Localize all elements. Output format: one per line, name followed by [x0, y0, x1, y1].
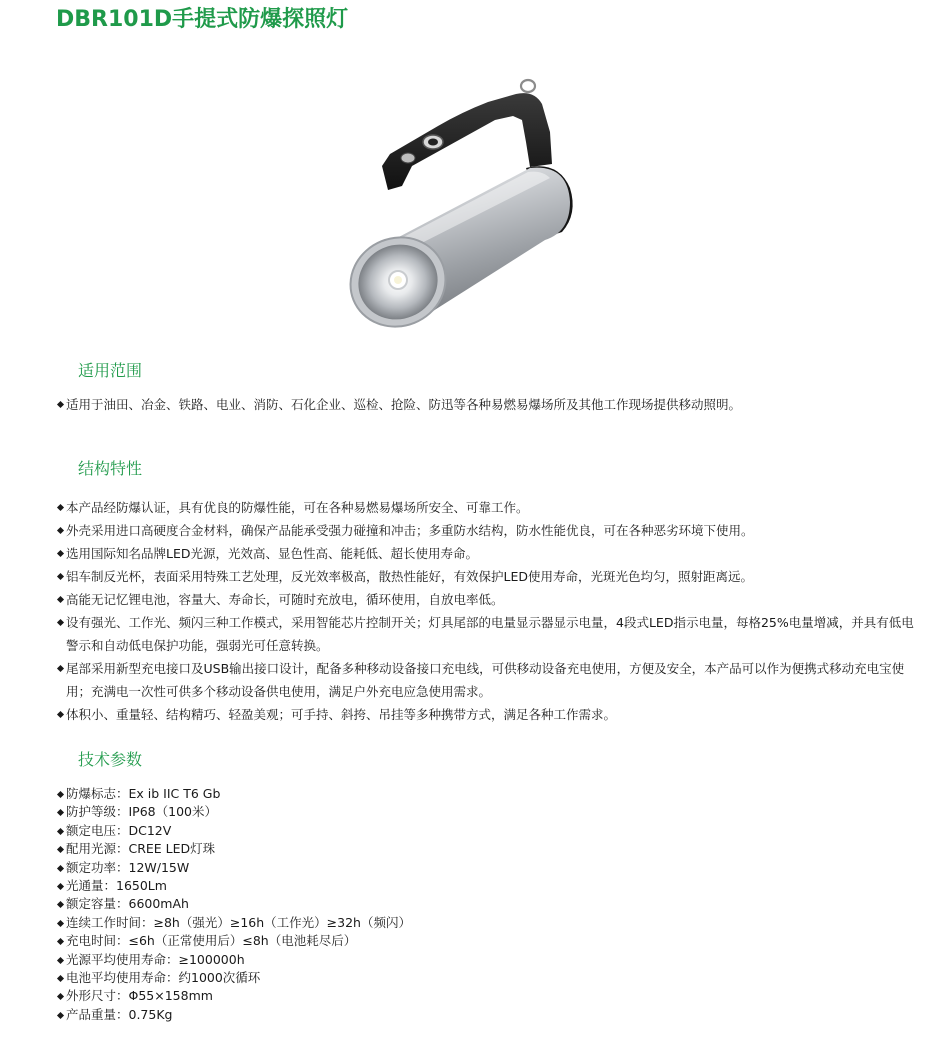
- bullet-diamond-icon: [57, 1012, 64, 1019]
- scope-list: [58, 393, 918, 416]
- bullet-diamond-icon: [57, 920, 64, 927]
- list-item: [58, 987, 918, 1005]
- list-item-text: 设有强光、工作光、频闪三种工作模式，采用智能芯片控制开关；灯具尾部的电量显示器显示电量，4段式LED指示电量，每格25%电量增减，并具有低电警示和自动低电保护功能，强弱光可任意转换。: [66, 615, 914, 653]
- bullet-diamond-icon: [57, 401, 64, 408]
- bullet-diamond-icon: [57, 938, 64, 945]
- spec-text: 光通量：1650Lm: [66, 878, 167, 894]
- list-item-text: 高能无记忆锂电池，容量大、寿命长，可随时充放电，循环使用，自放电率低。: [66, 592, 504, 607]
- list-item-text: 尾部采用新型充电接口及USB输出接口设计，配备多种移动设备接口充电线，可供移动设备充电使用，方便及安全，本产品可以作为便携式移动充电宝使用；充满电一次性可供多个移动设备供电使用，满足户外充电应急使用需求。: [66, 661, 905, 699]
- list-item: [58, 859, 918, 877]
- list-item-text: 体积小、重量轻、结构精巧、轻盈美观；可手持、斜挎、吊挂等多种携带方式，满足各种工作需求。: [66, 707, 617, 722]
- bullet-diamond-icon: [57, 865, 64, 872]
- section-features: [58, 458, 918, 726]
- list-item: [58, 393, 918, 416]
- list-item: [58, 840, 918, 858]
- bullet-diamond-icon: [57, 809, 64, 816]
- list-item: [58, 822, 918, 840]
- bullet-diamond-icon: [57, 711, 64, 718]
- spec-text: 额定功率：12W/15W: [66, 859, 190, 875]
- bullet-diamond-icon: [57, 883, 64, 890]
- section-heading-specs: 技术参数: [78, 750, 143, 769]
- list-item: [58, 519, 918, 542]
- spec-text: 额定容量：6600mAh: [66, 896, 189, 912]
- bullet-diamond-icon: [57, 573, 64, 580]
- bullet-diamond-icon: [57, 665, 64, 672]
- list-item: [58, 496, 918, 519]
- list-item: [58, 657, 918, 703]
- section-heading-scope: 适用范围: [78, 361, 143, 380]
- spec-text: 电池平均使用寿命：约1000次循环: [66, 970, 261, 986]
- list-item: [58, 803, 918, 821]
- list-item: [58, 611, 918, 657]
- section-scope: [58, 360, 918, 416]
- spec-text: 光源平均使用寿命：≥100000h: [66, 951, 245, 967]
- list-item: [58, 588, 918, 611]
- bullet-diamond-icon: [57, 957, 64, 964]
- spec-text: 配用光源：CREE LED灯珠: [66, 841, 216, 857]
- spec-text: 外形尺寸：Φ55×158mm: [66, 988, 213, 1004]
- bullet-diamond-icon: [57, 846, 64, 853]
- features-list: [58, 496, 918, 726]
- list-item: [58, 895, 918, 913]
- list-item: [58, 877, 918, 895]
- list-item-text: 适用于油田、冶金、铁路、电业、消防、石化企业、巡检、抢险、防迅等各种易燃易爆场所及其他工作现场提供移动照明。: [66, 397, 742, 412]
- list-item-text: 本产品经防爆认证，具有优良的防爆性能，可在各种易燃易爆场所安全、可靠工作。: [66, 500, 529, 515]
- page-title: DBR101D手提式防爆探照灯: [56, 7, 349, 32]
- list-item: [58, 951, 918, 969]
- bullet-diamond-icon: [57, 791, 64, 798]
- list-item-text: 选用国际知名品牌LED光源，光效高、显色性高、能耗低、超长使用寿命。: [66, 546, 478, 561]
- section-heading-features: 结构特性: [78, 459, 143, 478]
- bullet-diamond-icon: [57, 993, 64, 1000]
- specs-list: [58, 785, 918, 1024]
- bullet-diamond-icon: [57, 550, 64, 557]
- spec-text: 充电时间：≤6h（正常使用后）≤8h（电池耗尽后）: [66, 933, 357, 949]
- list-item: [58, 542, 918, 565]
- list-item: [58, 969, 918, 987]
- bullet-diamond-icon: [57, 504, 64, 511]
- list-item: [58, 932, 918, 950]
- spec-text: 防护等级：IP68（100米）: [66, 804, 217, 820]
- list-item: [58, 914, 918, 932]
- list-item: [58, 1006, 918, 1024]
- spec-text: 额定电压：DC12V: [66, 822, 172, 838]
- spec-text: 产品重量：0.75Kg: [66, 1006, 173, 1022]
- list-item: [58, 703, 918, 726]
- spec-text: 连续工作时间：≥8h（强光）≥16h（工作光）≥32h（频闪）: [66, 914, 411, 930]
- bullet-diamond-icon: [57, 619, 64, 626]
- bullet-diamond-icon: [57, 975, 64, 982]
- list-item-text: 外壳采用进口高硬度合金材料，确保产品能承受强力碰撞和冲击；多重防水结构，防水性能优良，可在各种恶劣环境下使用。: [66, 523, 754, 538]
- list-item-text: 铝车制反光杯，表面采用特殊工艺处理，反光效率极高，散热性能好，有效保护LED使用寿命，光斑光色均匀，照射距离远。: [66, 569, 753, 584]
- bullet-diamond-icon: [57, 527, 64, 534]
- spec-text: 防爆标志：Ex ib IIC T6 Gb: [66, 786, 221, 801]
- section-specs: [58, 749, 918, 1024]
- bullet-diamond-icon: [57, 596, 64, 603]
- bullet-diamond-icon: [57, 901, 64, 908]
- bullet-diamond-icon: [57, 828, 64, 835]
- list-item: [58, 785, 918, 803]
- list-item: [58, 565, 918, 588]
- product-image-flashlight: [330, 72, 590, 342]
